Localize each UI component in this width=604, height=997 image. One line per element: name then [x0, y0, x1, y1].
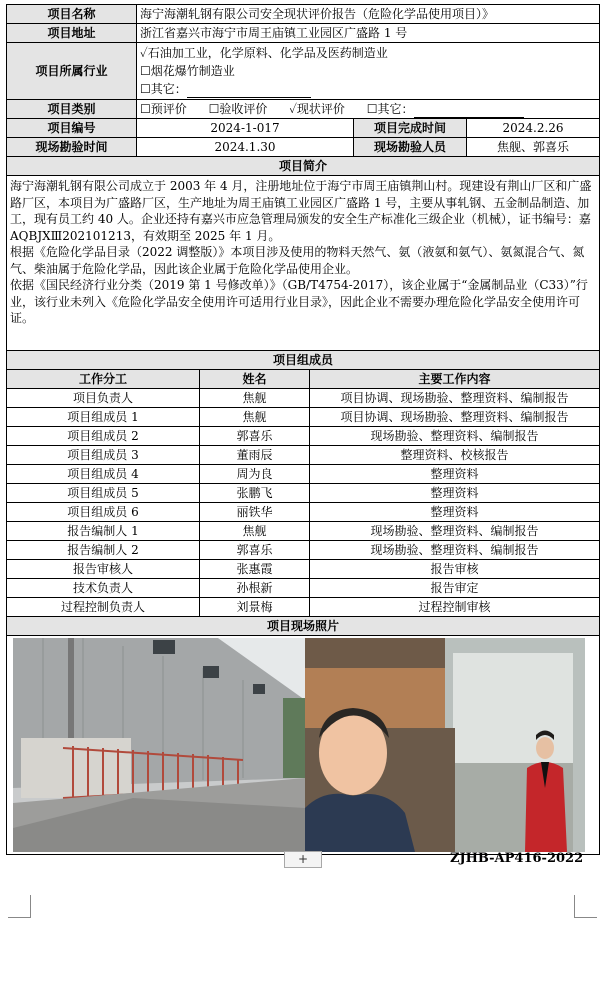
member-name: 焦舰 — [200, 522, 310, 541]
table-row — [7, 579, 600, 598]
type-option-acceptance[interactable]: ☐验收评价 — [208, 102, 268, 116]
intro-heading: 项目简介 — [7, 157, 600, 176]
row-members-heading — [7, 351, 600, 370]
survey-time-label: 现场勘验时间 — [7, 138, 137, 157]
project-type-label: 项目类别 — [7, 100, 137, 119]
photos-area — [7, 636, 599, 854]
member-work: 现场勘验、整理资料、编制报告 — [310, 427, 600, 446]
member-name: 张惠霞 — [200, 560, 310, 579]
project-name-value: 海宁海潮轧钢有限公司安全现状评价报告（危险化学品使用项目）》 — [137, 5, 600, 24]
member-rows — [7, 389, 600, 617]
member-role: 过程控制负责人 — [7, 598, 200, 617]
site-photo-selfie[interactable] — [305, 638, 585, 852]
member-role: 项目负责人 — [7, 389, 200, 408]
member-role: 项目组成员 3 — [7, 446, 200, 465]
members-table — [6, 350, 600, 855]
table-row — [7, 427, 600, 446]
member-role: 项目组成员 2 — [7, 427, 200, 446]
table-row — [7, 484, 600, 503]
table-row — [7, 598, 600, 617]
table-row — [7, 541, 600, 560]
intro-paragraph: 依据《国民经济行业分类（2019 第 1 号修改单）》（GB/T4754-2017），该企业属于“金属制品业（C33）”行业，该行业未列入《危险化学品安全使用许可适用行业目录》，因此企业不需要办理危险化学品安全使用许可证。 — [10, 278, 588, 325]
table-row — [7, 389, 600, 408]
selfie-image — [305, 638, 585, 852]
surveyors-value: 焦舰、郭喜乐 — [467, 138, 600, 157]
member-work: 过程控制审核 — [310, 598, 600, 617]
members-header-row — [7, 370, 600, 389]
row-project-name — [7, 5, 600, 24]
type-option-other[interactable]: ☐其它： — [367, 102, 524, 116]
member-work: 报告审定 — [310, 579, 600, 598]
document-number: ZJHB-AP416-2022 — [450, 851, 584, 866]
project-type-options — [137, 100, 600, 119]
project-address-value: 浙江省嘉兴市海宁市周王庙镇工业园区广盛路 1 号 — [137, 24, 600, 43]
project-number-label: 项目编号 — [7, 119, 137, 138]
member-role: 项目组成员 4 — [7, 465, 200, 484]
crop-mark — [8, 895, 31, 918]
member-name: 周为良 — [200, 465, 310, 484]
member-name: 焦舰 — [200, 408, 310, 427]
finish-time-label: 项目完成时间 — [354, 119, 467, 138]
table-row — [7, 522, 600, 541]
table-row — [7, 503, 600, 522]
row-intro-heading — [7, 157, 600, 176]
row-photos-heading — [7, 617, 600, 636]
col-header-name: 姓名 — [200, 370, 310, 389]
row-survey — [7, 138, 600, 157]
table-row — [7, 446, 600, 465]
project-info-table — [6, 4, 600, 351]
member-name: 孙根新 — [200, 579, 310, 598]
member-name: 董雨辰 — [200, 446, 310, 465]
project-name-label: 项目名称 — [7, 5, 137, 24]
member-work: 项目协调、现场勘验、整理资料、编制报告 — [310, 408, 600, 427]
row-project-industry — [7, 43, 600, 100]
intro-body — [7, 176, 600, 351]
member-name: 焦舰 — [200, 389, 310, 408]
warehouse-image — [13, 638, 305, 852]
table-row — [7, 560, 600, 579]
crop-mark — [574, 895, 597, 918]
row-project-type — [7, 100, 600, 119]
member-role: 报告编制人 1 — [7, 522, 200, 541]
member-role: 项目组成员 1 — [7, 408, 200, 427]
member-role: 项目组成员 5 — [7, 484, 200, 503]
member-work: 现场勘验、整理资料、编制报告 — [310, 541, 600, 560]
member-work: 整理资料 — [310, 503, 600, 522]
member-name: 刘景梅 — [200, 598, 310, 617]
industry-option-fireworks[interactable]: ☐烟花爆竹制造业 — [140, 64, 235, 78]
member-role: 技术负责人 — [7, 579, 200, 598]
add-row-button[interactable]: + — [284, 851, 322, 868]
site-photo-warehouse[interactable] — [13, 638, 305, 852]
member-role: 项目组成员 6 — [7, 503, 200, 522]
table-row — [7, 408, 600, 427]
member-work: 整理资料 — [310, 465, 600, 484]
report-sheet — [6, 4, 599, 855]
intro-paragraph: 海宁海潮轧钢有限公司成立于 2003 年 4 月，注册地址位于海宁市周王庙镇荆山村。现建设有荆山厂区和广盛路厂区，本项目为广盛路厂区，生产地址为周王庙镇工业园区广盛路 1 号，主要从事轧钢、五金制品制造、加工，现有员工约 40 人。企业还持有嘉兴市应急管理局颁发的安全生产标准化三级企业（机械），证书编号：嘉 AQBJXⅢ202101213，有效期至 2025 年 1 月。 — [10, 179, 592, 243]
member-work: 整理资料、校核报告 — [310, 446, 600, 465]
member-work: 现场勘验、整理资料、编制报告 — [310, 522, 600, 541]
row-project-address — [7, 24, 600, 43]
col-header-role: 工作分工 — [7, 370, 200, 389]
col-header-work: 主要工作内容 — [310, 370, 600, 389]
member-work: 项目协调、现场勘验、整理资料、编制报告 — [310, 389, 600, 408]
project-industry-options — [137, 43, 600, 100]
finish-time-value: 2024.2.26 — [467, 119, 600, 138]
member-name: 张鹏飞 — [200, 484, 310, 503]
row-intro-body — [7, 176, 600, 351]
member-name: 郭喜乐 — [200, 541, 310, 560]
industry-option-other[interactable]: ☐其它： — [140, 80, 596, 98]
member-role: 报告审核人 — [7, 560, 200, 579]
photos-heading: 项目现场照片 — [7, 617, 600, 636]
member-work: 报告审核 — [310, 560, 600, 579]
type-option-status[interactable]: ✓现状评价 — [289, 102, 345, 116]
row-project-number — [7, 119, 600, 138]
surveyors-label: 现场勘验人员 — [354, 138, 467, 157]
project-industry-label: 项目所属行业 — [7, 43, 137, 100]
industry-option-chemical[interactable]: ✓石油加工业，化学原料、化学品及医药制造业 — [140, 46, 388, 60]
member-work: 整理资料 — [310, 484, 600, 503]
member-name: 郭喜乐 — [200, 427, 310, 446]
project-address-label: 项目地址 — [7, 24, 137, 43]
type-option-pre[interactable]: ☐预评价 — [140, 102, 187, 116]
member-role: 报告编制人 2 — [7, 541, 200, 560]
table-row — [7, 465, 600, 484]
row-photos — [7, 636, 600, 855]
photos-cell — [7, 636, 600, 855]
member-name: 丽铁华 — [200, 503, 310, 522]
intro-paragraph: 根据《危险化学品目录（2022 调整版）》本项目涉及使用的物料天然气、氨（液氨和氨气）、氨氮混合气、氮气、柴油属于危险化学品，因此该企业属于危险化学品使用企业。 — [10, 245, 585, 276]
survey-time-value: 2024.1.30 — [137, 138, 354, 157]
members-heading: 项目组成员 — [7, 351, 600, 370]
project-number-value: 2024-1-017 — [137, 119, 354, 138]
